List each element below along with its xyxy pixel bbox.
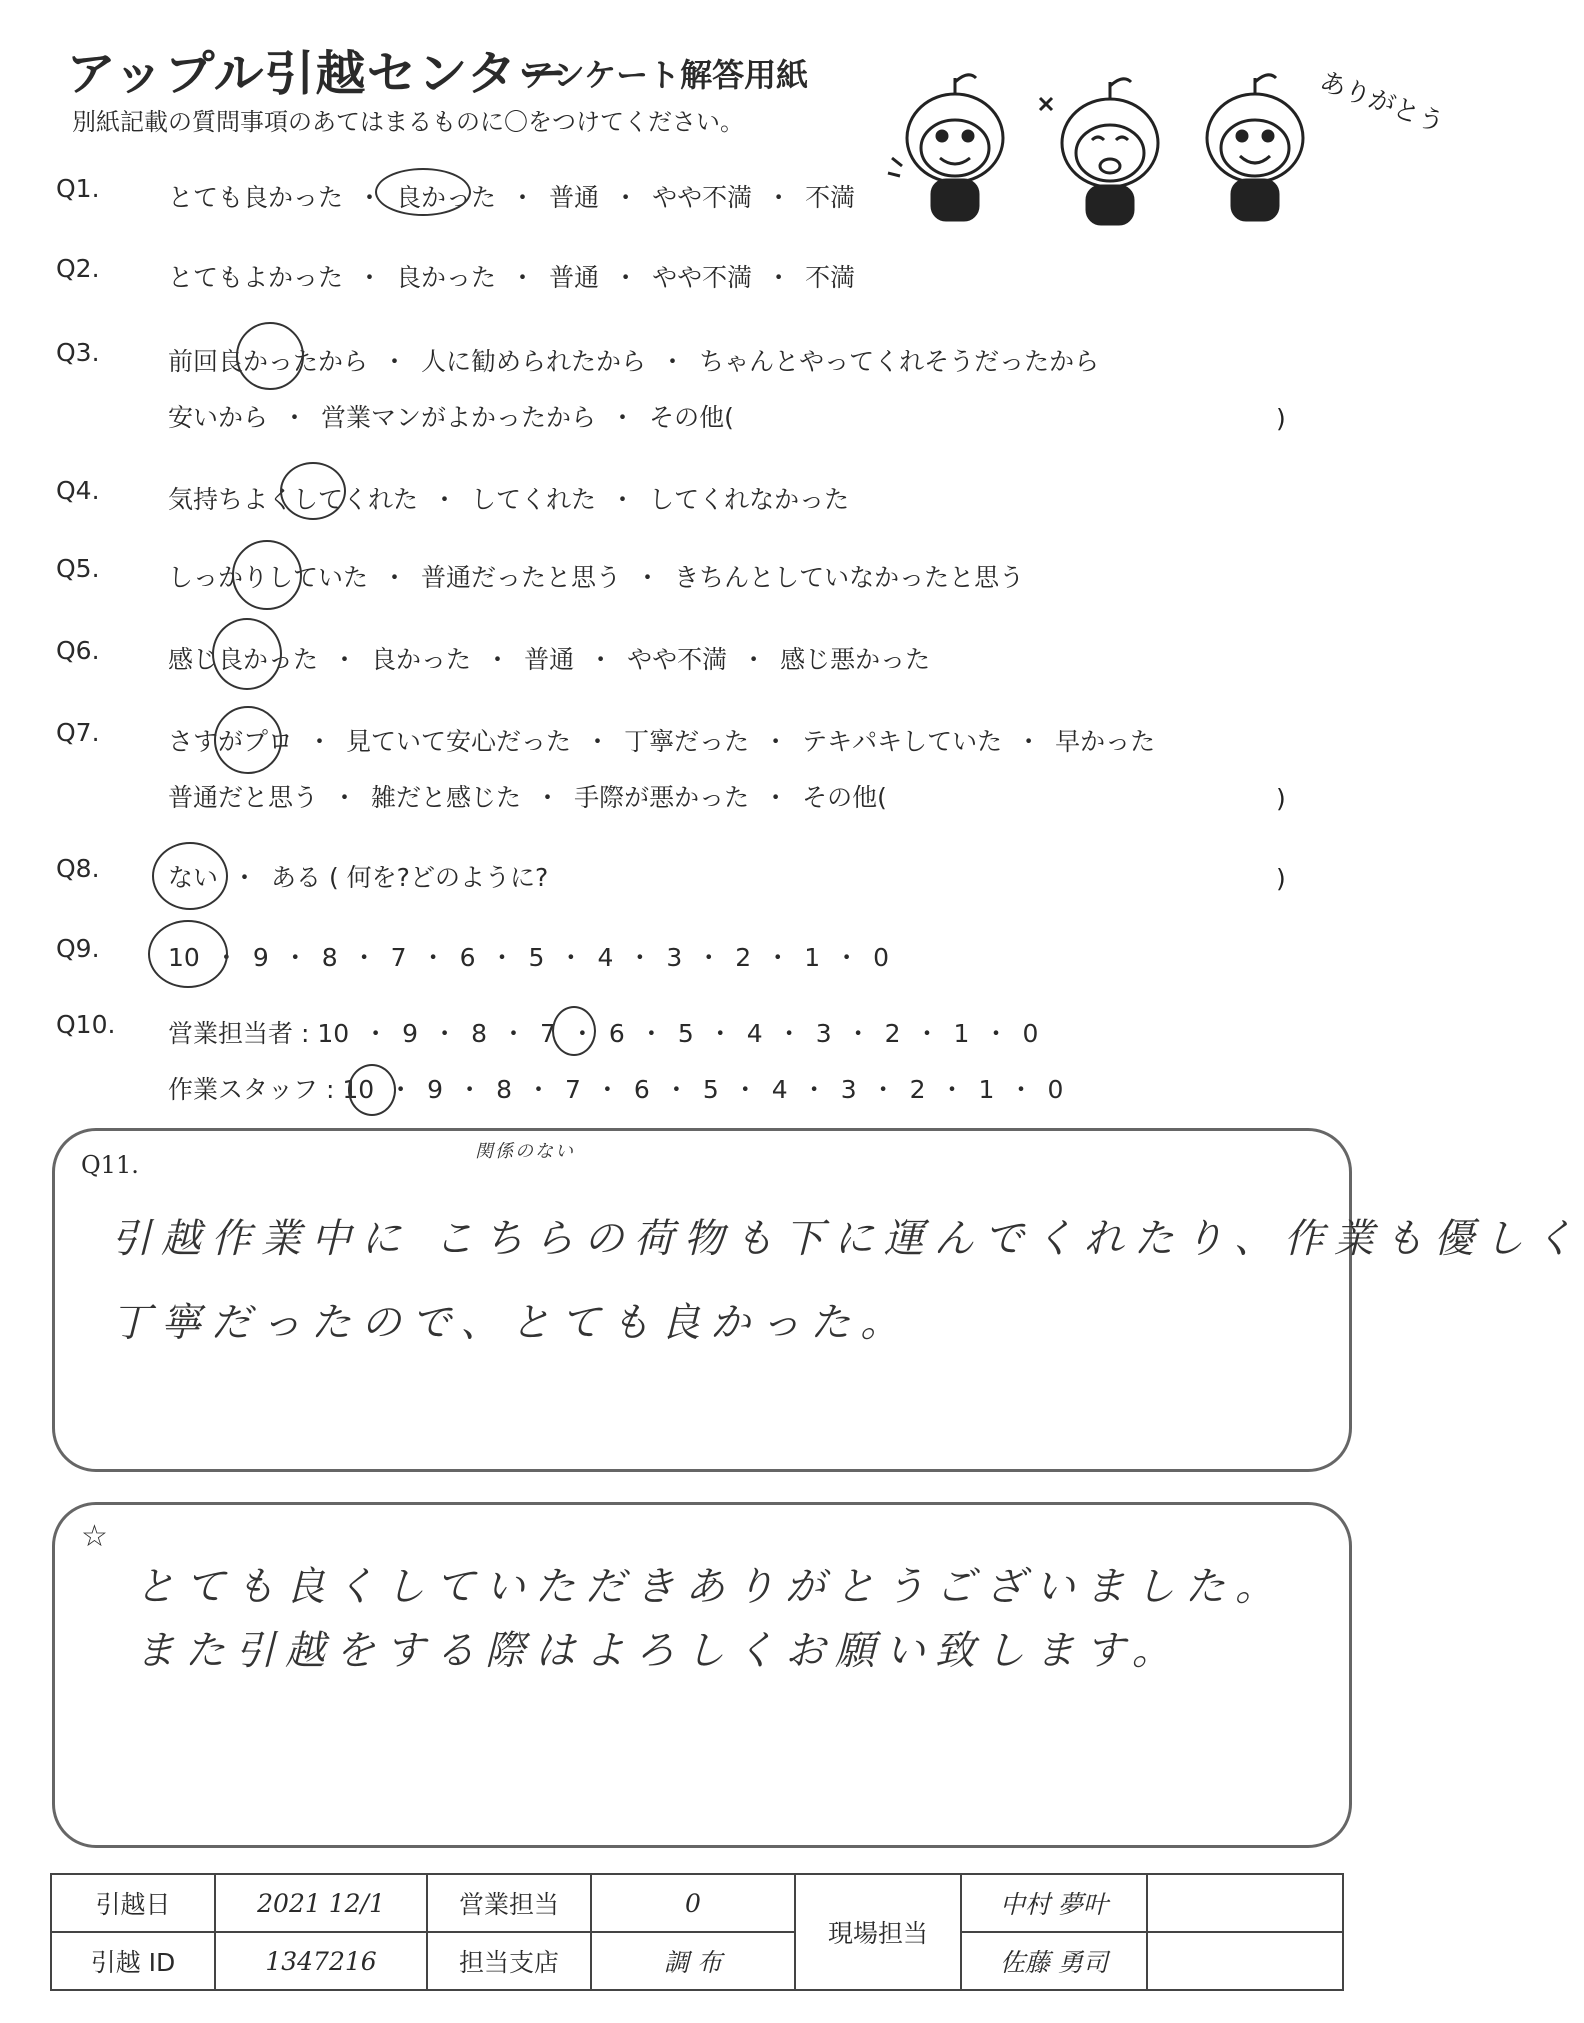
option-separator: ・: [766, 263, 792, 292]
answer-option[interactable]: ある ( 何を?どのように?: [271, 863, 549, 892]
q10-sales-label: 営業担当者 :: [168, 1019, 310, 1048]
answer-option[interactable]: してくれなかった: [649, 485, 850, 514]
answer-option[interactable]: 見ていて安心だった: [346, 727, 572, 756]
site-staff-2: 佐藤 勇司: [961, 1932, 1147, 1990]
option-separator: ・: [939, 1075, 965, 1104]
question-number: Q7.: [56, 718, 100, 747]
score-option[interactable]: 0: [1022, 1019, 1039, 1048]
answer-option[interactable]: 早かった: [1055, 727, 1156, 756]
option-separator: ・: [610, 403, 636, 432]
move-id-label: 引越 ID: [51, 1932, 215, 1990]
option-separator: ・: [801, 1075, 827, 1104]
score-option[interactable]: 10: [317, 1019, 350, 1048]
answer-circle-q4: [280, 462, 346, 520]
answer-option[interactable]: 10: [168, 943, 200, 972]
question-options-row: [168, 258, 855, 294]
closing-parenthesis: ): [1276, 404, 1286, 433]
answer-option[interactable]: 良かった: [371, 645, 472, 674]
company-name: アップル引越センター: [66, 46, 569, 102]
option-separator: ・: [489, 943, 515, 972]
score-option[interactable]: 4: [746, 1019, 763, 1048]
score-option[interactable]: 4: [771, 1075, 788, 1104]
answer-option[interactable]: 0: [873, 943, 890, 972]
score-option[interactable]: 2: [884, 1019, 901, 1048]
q10-staff-scale: [342, 1075, 1063, 1104]
answer-circle-q7: [214, 706, 282, 774]
q11-handwritten-line-1: 引越作業中に こちらの荷物も下に運んでくれたり、作業も優しく: [111, 1216, 1584, 1262]
sales-rep-value: 0: [591, 1874, 795, 1932]
option-separator: ・: [663, 1075, 689, 1104]
option-separator: ・: [1008, 1075, 1034, 1104]
branch-value: 調 布: [591, 1932, 795, 1990]
question-options-row: [168, 938, 889, 974]
question-options-row: [168, 480, 849, 516]
option-separator: ・: [351, 943, 377, 972]
answer-circle-q9: [148, 920, 228, 988]
message-handwritten-line-2: また引越をする際はよろしくお願い致します。: [135, 1628, 1182, 1674]
move-id-value: 1347216: [215, 1932, 427, 1990]
option-separator: ・: [282, 403, 308, 432]
score-option[interactable]: 5: [677, 1019, 694, 1048]
option-separator: ・: [765, 943, 791, 972]
option-separator: ・: [741, 645, 767, 674]
option-separator: ・: [627, 943, 653, 972]
answer-option[interactable]: とてもよかった: [168, 263, 344, 292]
option-separator: ・: [510, 183, 536, 212]
option-separator: ・: [357, 263, 383, 292]
message-handwritten-line-1: とても良くしていただきありがとうございました。: [135, 1564, 1285, 1610]
answer-option[interactable]: 雑だと感じた: [371, 783, 522, 812]
question-number: Q4.: [56, 476, 100, 505]
question-options-row: [168, 178, 855, 214]
option-separator: ・: [382, 563, 408, 592]
score-option[interactable]: 8: [496, 1075, 512, 1104]
option-separator: ・: [585, 727, 611, 756]
question-options-row: [168, 398, 734, 434]
option-separator: ・: [357, 183, 383, 212]
answer-option[interactable]: 1: [804, 943, 821, 972]
option-separator: ・: [282, 943, 308, 972]
question-number: Q5.: [56, 554, 100, 583]
answer-option[interactable]: さすがプロ: [168, 727, 294, 756]
option-separator: ・: [610, 485, 636, 514]
answer-option[interactable]: 人に勧められたから: [421, 347, 647, 376]
sales-rep-label: 営業担当: [427, 1874, 591, 1932]
answer-option[interactable]: ちゃんとやってくれそうだったから: [699, 347, 1100, 376]
answer-option[interactable]: 普通だと思う: [168, 783, 319, 812]
option-separator: ・: [766, 183, 792, 212]
closing-parenthesis: ): [1276, 784, 1286, 813]
option-separator: ・: [420, 943, 446, 972]
option-separator: ・: [763, 783, 789, 812]
star-icon: ☆: [81, 1519, 108, 1554]
answer-option[interactable]: 不満: [805, 263, 856, 292]
option-separator: ・: [870, 1075, 896, 1104]
score-option[interactable]: 9: [402, 1019, 419, 1048]
answer-option[interactable]: 丁寧だった: [624, 727, 750, 756]
answer-option[interactable]: 安いから: [168, 403, 269, 432]
question-number: Q6.: [56, 636, 100, 665]
score-option[interactable]: 2: [909, 1075, 926, 1104]
option-separator: ・: [696, 943, 722, 972]
answer-option[interactable]: きちんとしていなかったと思う: [674, 563, 1025, 592]
score-option[interactable]: 5: [702, 1075, 719, 1104]
answer-option[interactable]: 感じ悪かった: [780, 645, 931, 674]
answer-option[interactable]: してくれた: [471, 485, 597, 514]
option-separator: ・: [535, 783, 561, 812]
question-number: Q9.: [56, 934, 100, 963]
option-separator: ・: [594, 1075, 620, 1104]
question-number: Q2.: [56, 254, 100, 283]
answer-option[interactable]: 2: [735, 943, 752, 972]
q10-number: Q10.: [56, 1010, 116, 1039]
site-staff-blank-1: [1147, 1874, 1343, 1932]
mascot-caption: ありがとう: [1315, 66, 1449, 140]
option-separator: ・: [569, 1019, 595, 1048]
score-option[interactable]: 1: [978, 1075, 995, 1104]
answer-circle-q3: [236, 322, 304, 390]
question-number: Q1.: [56, 174, 100, 203]
answer-option[interactable]: 気持ちよくしてくれた: [168, 485, 419, 514]
option-separator: ・: [432, 1019, 458, 1048]
monkey-mascots-illustration: [880, 48, 1449, 228]
answer-option[interactable]: 普通: [549, 183, 600, 212]
option-separator: ・: [914, 1019, 940, 1048]
question-number: Q3.: [56, 338, 100, 367]
option-separator: ・: [382, 347, 408, 376]
option-separator: ・: [525, 1075, 551, 1104]
answer-option[interactable]: やや不満: [652, 263, 753, 292]
site-staff-1: 中村 夢叶: [961, 1874, 1147, 1932]
option-separator: ・: [834, 943, 860, 972]
answer-option[interactable]: ない: [168, 863, 219, 892]
option-separator: ・: [213, 943, 239, 972]
answer-option[interactable]: 感じ良かった: [168, 645, 319, 674]
answer-circle-q1: [375, 168, 471, 216]
answer-option[interactable]: 営業マンがよかったから: [321, 403, 597, 432]
site-staff-blank-2: [1147, 1932, 1343, 1990]
option-separator: ・: [558, 943, 584, 972]
answer-option[interactable]: 前回良かったから: [168, 347, 369, 376]
form-subtitle: アンケート解答用紙: [522, 56, 809, 94]
answer-option[interactable]: その他(: [649, 403, 734, 432]
answer-option[interactable]: やや不満: [652, 183, 753, 212]
answer-circle-q5: [232, 540, 302, 610]
monkey-mascot-icon: [1207, 75, 1303, 220]
answer-option[interactable]: 良かった: [396, 263, 497, 292]
option-separator: ・: [635, 563, 661, 592]
score-option[interactable]: 6: [633, 1075, 650, 1104]
form-instruction: 別紙記載の質問事項のあてはまるものに〇をつけてください。: [72, 108, 744, 136]
question-options-row: [168, 778, 887, 814]
option-separator: ・: [332, 645, 358, 674]
option-separator: ・: [332, 783, 358, 812]
option-separator: ・: [613, 263, 639, 292]
answer-circle-q6: [212, 618, 282, 690]
answer-option[interactable]: 普通: [549, 263, 600, 292]
move-date-value: 2021 12/1: [215, 1874, 427, 1932]
q11-comment-box: [52, 1128, 1584, 1472]
answer-circle-q8: [152, 842, 228, 910]
score-option[interactable]: 0: [1047, 1075, 1064, 1104]
move-date-label: 引越日: [51, 1874, 215, 1932]
score-option[interactable]: 1: [953, 1019, 970, 1048]
score-option[interactable]: 3: [815, 1019, 832, 1048]
option-separator: ・: [776, 1019, 802, 1048]
option-separator: ・: [510, 263, 536, 292]
answer-option[interactable]: 手際が悪かった: [574, 783, 750, 812]
answer-option[interactable]: 6: [459, 943, 476, 972]
option-separator: ・: [983, 1019, 1009, 1048]
score-option[interactable]: 7: [565, 1075, 581, 1104]
answer-option[interactable]: 普通: [524, 645, 575, 674]
q10-staff-label: 作業スタッフ :: [168, 1075, 335, 1104]
option-separator: ・: [500, 1019, 526, 1048]
option-separator: ・: [845, 1019, 871, 1048]
answer-option[interactable]: しっかりしていた: [168, 563, 369, 592]
score-option[interactable]: 10: [342, 1075, 375, 1104]
option-separator: ・: [485, 645, 511, 674]
score-option[interactable]: 3: [840, 1075, 857, 1104]
option-separator: ・: [232, 863, 258, 892]
option-separator: ・: [307, 727, 333, 756]
answer-circle-q10-sales: [552, 1006, 596, 1056]
q11-insert-note: 関係のない: [475, 1141, 575, 1162]
q10-sales-scale: [317, 1019, 1038, 1048]
answer-option[interactable]: その他(: [802, 783, 887, 812]
score-option[interactable]: 8: [471, 1019, 487, 1048]
answer-option[interactable]: 普通だったと思う: [421, 563, 622, 592]
option-separator: ・: [660, 347, 686, 376]
answer-option[interactable]: 4: [597, 943, 614, 972]
option-separator: ・: [638, 1019, 664, 1048]
score-option[interactable]: 9: [427, 1075, 444, 1104]
message-comment-box: [52, 1502, 1352, 1848]
option-separator: ・: [707, 1019, 733, 1048]
answer-circle-q10-staff: [348, 1064, 396, 1116]
answer-option[interactable]: 7: [390, 943, 407, 972]
q10-sales-row: [168, 1014, 1038, 1050]
option-separator: ・: [763, 727, 789, 756]
answer-option[interactable]: やや不満: [627, 645, 728, 674]
score-option[interactable]: 7: [540, 1019, 556, 1048]
option-separator: ・: [1016, 727, 1042, 756]
answer-option[interactable]: テキパキしていた: [802, 727, 1003, 756]
answer-option[interactable]: 良かった: [396, 183, 497, 212]
answer-option[interactable]: 5: [528, 943, 545, 972]
branch-label: 担当支店: [427, 1932, 591, 1990]
question-options-row: [168, 342, 1099, 378]
option-separator: ・: [613, 183, 639, 212]
question-options-row: [168, 722, 1155, 758]
answer-option[interactable]: 8: [321, 943, 338, 972]
q10-staff-row: [168, 1070, 1063, 1106]
answer-option[interactable]: 9: [252, 943, 269, 972]
closing-parenthesis: ): [1276, 864, 1286, 893]
option-separator: ・: [588, 645, 614, 674]
option-separator: ・: [457, 1075, 483, 1104]
q11-handwritten-line-2: 丁寧だったので、とても良かった。: [111, 1300, 911, 1346]
option-separator: ・: [363, 1019, 389, 1048]
site-staff-label: 現場担当: [795, 1874, 961, 1990]
move-info-table: [50, 1873, 1344, 1991]
monkey-mascot-icon: [888, 75, 1003, 220]
question-number: Q8.: [56, 854, 100, 883]
answer-option[interactable]: とても良かった: [168, 183, 344, 212]
answer-option[interactable]: 不満: [805, 183, 856, 212]
answer-option[interactable]: 3: [666, 943, 683, 972]
monkey-mascot-icon: [1040, 79, 1158, 224]
q11-label: Q11.: [81, 1151, 139, 1179]
score-option[interactable]: 6: [608, 1019, 625, 1048]
option-separator: ・: [432, 485, 458, 514]
option-separator: ・: [732, 1075, 758, 1104]
option-separator: ・: [388, 1075, 414, 1104]
question-options-row: [168, 640, 930, 676]
